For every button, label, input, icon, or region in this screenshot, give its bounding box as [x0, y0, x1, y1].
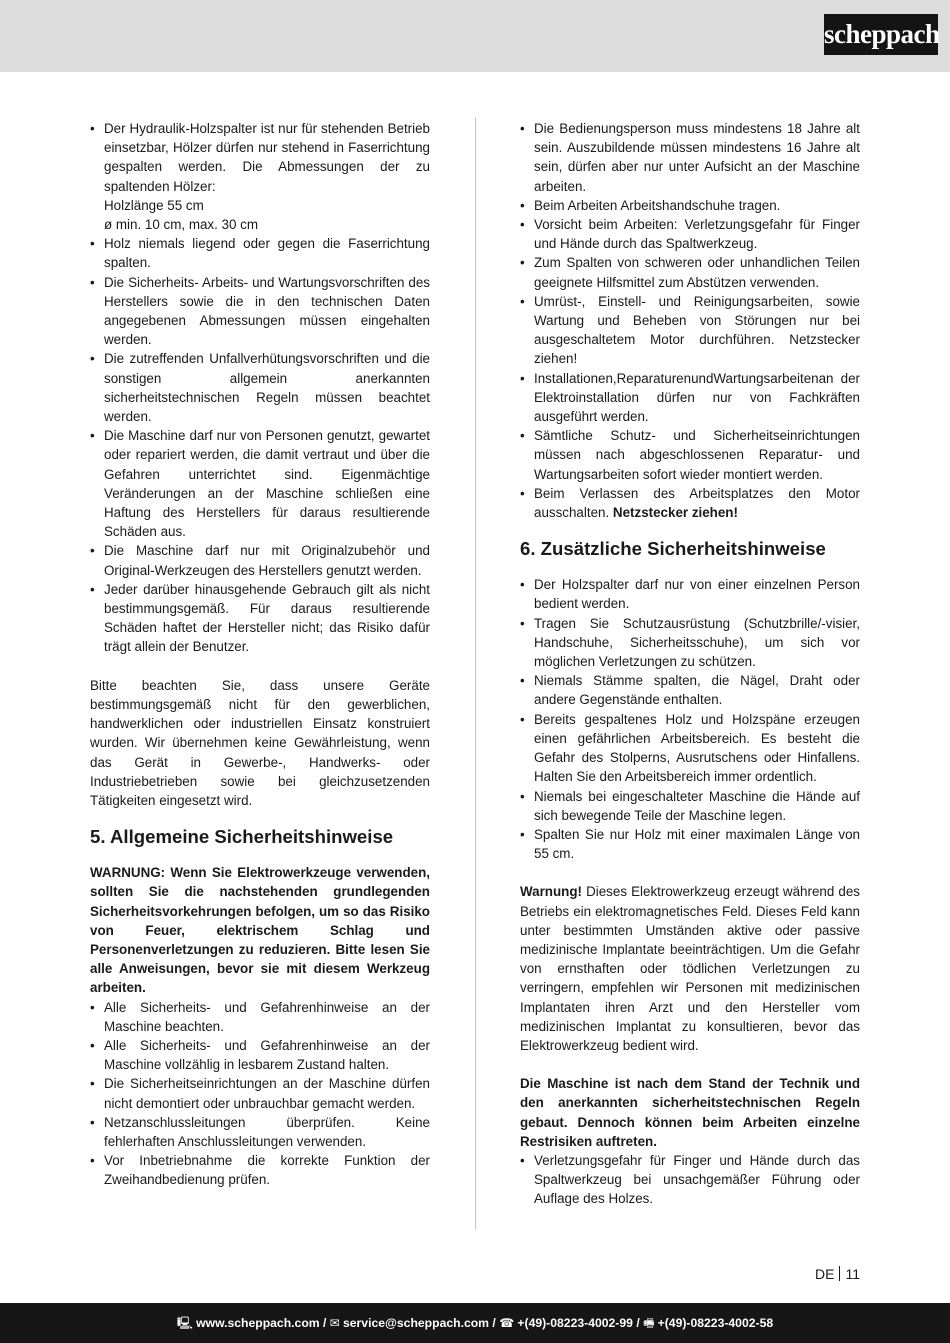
list-item: • Verletzungsgefahr für Finger und Hände durch das Spaltwerkzeug bei unsachgemäßer Führung oder Auflage des Holzes. [520, 1151, 860, 1209]
left-bullet-list-general-safety [90, 998, 430, 1190]
footer-phone: +(49)-08223-4002-99 [517, 1316, 633, 1330]
warning-text: Dieses Elektrowerkzeug erzeugt während des Betriebs ein elektromagnetisches Feld. Dieses Feld kann unter bestimmten Umständen aktive oder passive medizinische Implantate beeinträchtigen. Um die Gefahr von ernsthaften oder tödlichen Verletzungen zu verringern, empfehlen wir Personen mit medizinischen Implantaten ihren Arzt und den Hersteller vom medizinischen Implantat zu konsultieren, bevor das Elektrowerkzeug bedient wird. [520, 884, 860, 1053]
list-item [520, 484, 860, 522]
emf-warning-paragraph [520, 882, 860, 1055]
list-item: • Die Bedienungsperson muss mindestens 18 Jahre alt sein. Auszubildende müssen mindestens 16 Jahre alt sein, dürfen aber nur unter Aufsicht an der Maschine arbeiten. [520, 119, 860, 196]
page-number-separator [839, 1266, 840, 1281]
footer-separator: / [636, 1316, 640, 1330]
right-bullet-list-additional-safety [520, 575, 860, 863]
list-item: • Zum Spalten von schweren oder unhandlichen Teilen geeignete Hilfsmittel zum Abstützen verwenden. [520, 253, 860, 291]
footer-website-link[interactable]: www.scheppach.com [196, 1316, 320, 1330]
list-item-text: Beim Verlassen des Arbeitsplatzes den Motor ausschalten. [534, 485, 860, 521]
page-number-value: 11 [845, 1266, 860, 1282]
intended-use-paragraph: Bitte beachten Sie, dass unsere Geräte bestimmungsgemäß nicht für den gewerblichen, handwerklichen oder industriellen Einsatz konstruiert wurden. Wir übernehmen keine Gewährleistung, wenn das Gerät in Gewerbe-, Handwerks- oder Industriebetrieben sowie bei gleichzusetzenden Tätigkeiten eingesetzt wird. [90, 677, 430, 808]
list-item: • Sämtliche Schutz- und Sicherheitseinrichtungen müssen nach abgeschlossenen Reparatur- und Wartungsarbeiten sofort wieder montiert werden. [520, 426, 860, 484]
list-item: • Die Sicherheitseinrichtungen an der Maschine dürfen nicht demontiert oder unbrauchbar gemacht werden. [90, 1074, 430, 1112]
residual-risk-paragraph: Die Maschine ist nach dem Stand der Technik und den anerkannten sicherheitstechnischen Regeln gebaut. Dennoch können beim Arbeiten einzelne Restrisiken auftreten. [520, 1076, 860, 1149]
left-column [90, 119, 430, 1190]
scheppach-logo: scheppach [824, 14, 938, 55]
list-item-text: Der Hydraulik-Holzspalter ist nur für stehenden Betrieb einsetzbar, Hölzer dürfen nur stehend in Faserrichtung gespalten werden. Die Abmessungen der zu spaltenden Hölzer: [104, 121, 430, 194]
list-item: • Umrüst-, Einstell- und Reinigungsarbeiten, sowie Wartung und Beheben von Störungen nur bei ausgeschaltetem Motor durchführen. Netzstecker ziehen! [520, 292, 860, 369]
right-bullet-list-operator [520, 119, 860, 522]
right-bullet-list-residual-risks [520, 1151, 860, 1209]
dimension-length: Holzlänge 55 cm [104, 197, 204, 213]
list-item: • Die Sicherheits- Arbeits- und Wartungsvorschriften des Herstellers sowie die in den technischen Daten angegebenen Abmessungen müssen eingehalten werden. [90, 273, 430, 350]
list-item: • Jeder darüber hinausgehende Gebrauch gilt als nicht bestimmungsgemäß. Für daraus resultierende Schäden haftet der Hersteller nicht; das Risiko dafür trägt allein der Benutzer. [90, 580, 430, 657]
list-item: • Bereits gespaltenes Holz und Holzspäne erzeugen einen gefährlichen Arbeitsbereich. Es besteht die Gefahr des Stolperns, Ausrutschens oder Hinfallens. Halten Sie den Arbeitsbereich immer ordentlich. [520, 710, 860, 787]
footer-email-link[interactable]: service@scheppach.com [343, 1316, 490, 1330]
footer-separator: / [492, 1316, 496, 1330]
right-column [520, 119, 860, 1209]
dimension-diameter: ø min. 10 cm, max. 30 cm [104, 217, 259, 233]
list-item: • Alle Sicherheits- und Gefahrenhinweise an der Maschine vollzählig in lesbarem Zustand halten. [90, 1036, 430, 1074]
fax-icon: 🖷 [643, 1316, 655, 1330]
language-code: DE [815, 1266, 835, 1282]
monitor-icon: 🖳 [176, 1316, 194, 1330]
list-item: • Holz niemals liegend oder gegen die Faserrichtung spalten. [90, 234, 430, 272]
warning-paragraph: WARNUNG: Wenn Sie Elektrowerkzeuge verwenden, sollten Sie die nachstehenden grundlegenden Sicherheitsvorkehrungen befolgen, um so das Risiko von Feuer, elektrischem Schlag und Personenverletzungen zu reduzieren. Bitte lesen Sie alle Anweisungen, bevor sie mit diesem Werkzeug arbeiten. [90, 865, 430, 996]
footer-separator: / [323, 1316, 327, 1330]
column-divider [475, 117, 476, 1230]
footer-bar [0, 1303, 950, 1343]
list-item-bold-text: Netzstecker ziehen! [612, 505, 738, 521]
list-item: • Die Maschine darf nur mit Originalzubehör und Original-Werkzeugen des Herstellers genutzt werden. [90, 541, 430, 579]
list-item [90, 119, 430, 234]
list-item: • Die zutreffenden Unfallverhütungsvorschriften und die sonstigen allgemein anerkannten sicherheitstechnischen Regeln müssen beachtet werden. [90, 349, 430, 426]
list-item: • Niemals bei eingeschalteter Maschine die Hände auf sich bewegende Teile der Maschine legen. [520, 787, 860, 825]
list-item: • Spalten Sie nur Holz mit einer maximalen Länge von 55 cm. [520, 825, 860, 863]
envelope-icon: ✉ [329, 1316, 340, 1330]
list-item: • Vor Inbetriebnahme die korrekte Funktion der Zweihandbedienung prüfen. [90, 1151, 430, 1189]
section-6-heading: 6. Zusätzliche Sicherheitshinweise [520, 538, 826, 560]
left-bullet-list-intended-use [90, 119, 430, 657]
section-5-heading: 5. Allgemeine Sicherheitshinweise [90, 826, 394, 848]
warning-label: Warnung! [520, 884, 582, 900]
list-item: • Beim Arbeiten Arbeitshandschuhe tragen. [520, 196, 860, 215]
list-item: • Der Holzspalter darf nur von einer einzelnen Person bedient werden. [520, 575, 860, 613]
list-item: • Vorsicht beim Arbeiten: Verletzungsgefahr für Finger und Hände durch das Spaltwerkzeug. [520, 215, 860, 253]
telephone-icon: ☎ [499, 1316, 515, 1330]
list-item: • Niemals Stämme spalten, die Nägel, Draht oder andere Gegenstände enthalten. [520, 671, 860, 709]
list-item: • Alle Sicherheits- und Gefahrenhinweise an der Maschine beachten. [90, 998, 430, 1036]
footer-fax: +(49)-08223-4002-58 [657, 1316, 774, 1330]
list-item: • Installationen,ReparaturenundWartungsarbeitenan der Elektroinstallation dürfen nur von Fachkräften ausgeführt werden. [520, 369, 860, 427]
list-item: • Tragen Sie Schutzausrüstung (Schutzbrille/-visier, Handschuhe, Sicherheitsschuhe), um sich vor möglichen Verletzungen zu schützen. [520, 614, 860, 672]
header-bar [0, 0, 950, 72]
list-item: • Die Maschine darf nur von Personen genutzt, gewartet oder repariert werden, die damit vertraut und über die Gefahren unterrichtet sind. Eigenmächtige Veränderungen an der Maschine schließen eine Haftung des Herstellers für daraus resultierende Schäden aus. [90, 426, 430, 541]
page-number [815, 1265, 860, 1283]
list-item: • Netzanschlussleitungen überprüfen. Keine fehlerhaften Anschlussleitungen verwenden. [90, 1113, 430, 1151]
